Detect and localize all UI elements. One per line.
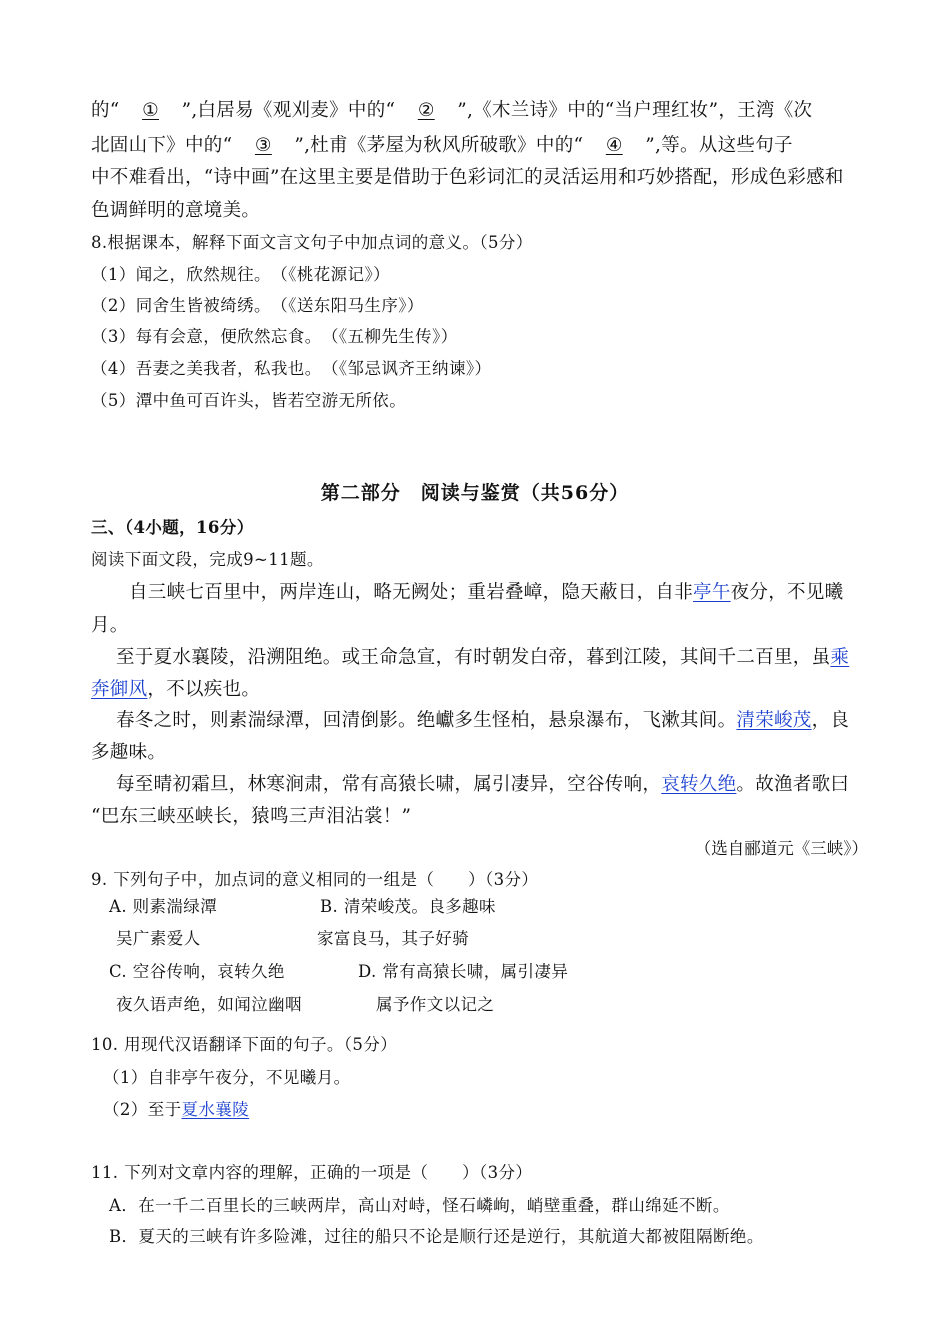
- q10-item-2: （2）至于夏水襄陵: [103, 1100, 250, 1119]
- link-chengben-1[interactable]: 乘: [830, 647, 850, 668]
- passage-p2-line1: 至于夏水襄陵，沿溯阻绝。或王命急宣，有时朝发白帝，暮到江陵，其间千二百里，虽乘: [116, 647, 850, 668]
- q8-item-3: （3）每有会意，便欣然忘食。 （《五柳先生传》）: [91, 327, 458, 346]
- q8-item-2: （2）同舍生皆被绮绣。 （《送东阳马生序》）: [91, 296, 424, 315]
- passage-p4-line1: 每至晴初霜旦，林寒涧肃，常有高猿长啸，属引凄异，空谷传响，哀转久绝。故渔者歌曰: [116, 774, 850, 795]
- q8-item-1: （1）闻之，欣然规往。 （《桃花源记》）: [91, 265, 390, 284]
- blank-3[interactable]: ③: [254, 135, 272, 156]
- passage-p2-line2: 奔御风，不以疾也。: [91, 679, 261, 700]
- q9-option-c-line2: 夜久语声绝，如闻泣幽咽: [116, 995, 302, 1014]
- q9-option-b-line1: B. 清荣峻茂。良多趣味: [320, 897, 496, 916]
- passage-p1-line2: 月。: [91, 615, 129, 636]
- passage-source: （选自郦道元《三峡》）: [694, 839, 868, 858]
- link-chengben-2[interactable]: 奔御风: [91, 679, 148, 700]
- link-tingwu[interactable]: 亭午: [693, 582, 731, 603]
- passage-p3-line2: 多趣味。: [91, 742, 167, 763]
- q9-option-a-line1: A. 则素湍绿潭: [109, 897, 218, 916]
- q9-option-c-line1: C. 空谷传响，哀转久绝: [109, 962, 285, 981]
- link-aizhuan[interactable]: 哀转久绝: [661, 774, 737, 795]
- poetry-line-1: 的“ ① ”,白居易《观刈麦》中的“ ② ”,《木兰诗》中的“当户理红妆”，王湾《次: [91, 100, 813, 121]
- section-three-heading: 三、（4小题，16分）: [91, 518, 254, 537]
- reading-instruction: 阅读下面文段，完成9~11题。: [91, 550, 324, 569]
- q8-item-4: （4）吾妻之美我者，私我也。 （《邹忌讽齐王纳谏》）: [91, 359, 492, 378]
- link-xiashui[interactable]: 夏水襄陵: [181, 1100, 250, 1119]
- q9-option-a-line2: 吴广素爱人: [116, 929, 201, 948]
- passage-p1-line1: 自三峡七百里中，两岸连山，略无阙处；重岩叠嶂，隐天蔽日，自非亭午夜分，不见曦: [129, 582, 844, 603]
- q11-stem: 11. 下列对文章内容的理解，正确的一项是（ ）（3分）: [91, 1163, 533, 1182]
- q10-item-1: （1）自非亭午夜分，不见曦月。: [103, 1068, 351, 1087]
- poetry-line-4: 色调鲜明的意境美。: [91, 200, 261, 221]
- poetry-line-2: 北固山下》中的“ ③ ”,杜甫《茅屋为秋风所破歌》中的“ ④ ”,等。从这些句子: [91, 135, 793, 156]
- passage-p3-line1: 春冬之时，则素湍绿潭，回清倒影。绝巘多生怪柏，悬泉瀑布，飞漱其间。清荣峻茂，良: [116, 710, 850, 731]
- q8-item-5: （5）潭中鱼可百许头，皆若空游无所依。: [91, 391, 407, 410]
- blank-4[interactable]: ④: [605, 135, 623, 156]
- part-two-title: 第二部分 阅读与鉴赏（共56分）: [320, 482, 630, 504]
- q9-option-d-line1: D. 常有高猿长啸，属引凄异: [358, 962, 569, 981]
- poetry-line-3: 中不难看出，“诗中画”在这里主要是借助于色彩词汇的灵活运用和巧妙搭配，形成色彩感和: [91, 167, 844, 188]
- passage-p4-line2: “巴东三峡巫峡长，猿鸣三声泪沾裳！”: [91, 806, 412, 827]
- q10-stem: 10. 用现代汉语翻译下面的句子。（5分）: [91, 1035, 398, 1054]
- link-qingrong[interactable]: 清荣峻茂: [736, 710, 812, 731]
- blank-2[interactable]: ②: [417, 100, 435, 121]
- q9-option-b-line2: 家富良马，其子好骑: [317, 929, 470, 948]
- q9-stem: 9. 下列句子中，加点词的意义相同的一组是（ ）（3分）: [91, 870, 539, 889]
- q8-stem: 8.根据课本，解释下面文言文句子中加点词的意义。（5分）: [91, 233, 533, 252]
- q9-option-d-line2: 属予作文以记之: [376, 995, 495, 1014]
- q11-option-b: B．夏天的三峡有许多险滩，过往的船只不论是顺行还是逆行，其航道大都被阻隔断绝。: [109, 1227, 764, 1246]
- blank-1[interactable]: ①: [142, 100, 159, 121]
- q11-option-a: A．在一千二百里长的三峡两岸，高山对峙，怪石嶙峋，峭壁重叠，群山绵延不断。: [109, 1196, 730, 1215]
